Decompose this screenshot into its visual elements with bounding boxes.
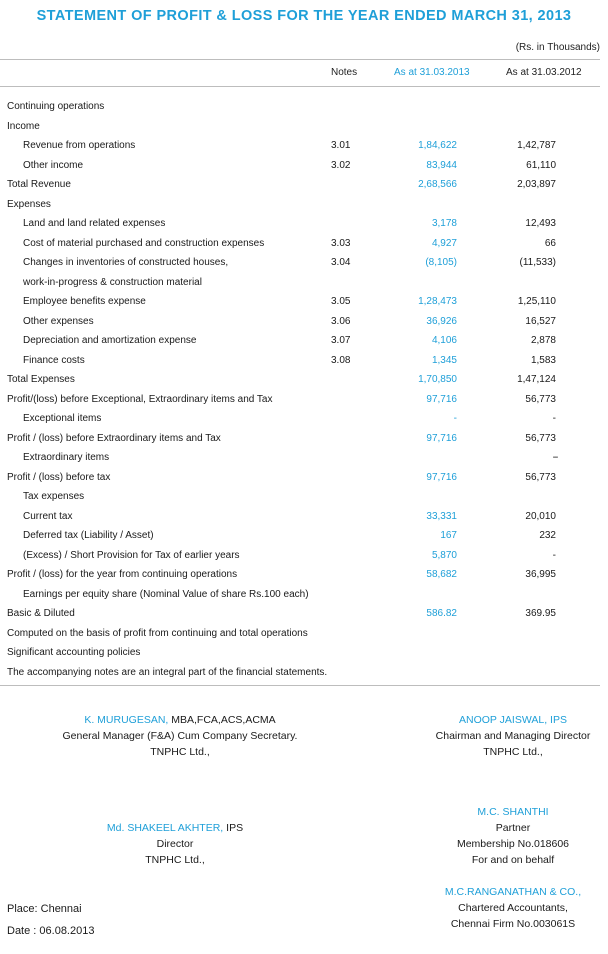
row-label: Current tax	[23, 510, 73, 522]
row-label: Deferred tax (Liability / Asset)	[23, 530, 154, 541]
table-row	[0, 292, 608, 312]
row-previous-value: 12,493	[525, 218, 556, 229]
header-top-divider	[0, 59, 600, 60]
table-row	[0, 585, 608, 605]
signatory-title: Chairman and Managing Director	[435, 730, 591, 742]
table-row	[0, 624, 608, 644]
row-label: Changes in inventories of constructed houses,	[23, 257, 229, 268]
table-row	[0, 195, 608, 215]
table-row	[0, 175, 608, 195]
signatory-behalf: For and on behalf	[471, 854, 555, 866]
row-previous-value: 1,42,787	[517, 140, 556, 151]
row-label: Income	[7, 120, 40, 132]
signatory-jaiswal	[418, 712, 608, 760]
signatory-name: ANOOP JAISWAL, IPS	[459, 714, 567, 726]
row-label: Other expenses	[23, 315, 94, 327]
row-label: Finance costs	[23, 354, 85, 366]
row-previous-value: -	[552, 413, 556, 424]
row-label: Cost of material purchased and construction expenses	[23, 237, 265, 249]
row-note: 3.02	[331, 159, 351, 171]
table-row	[0, 429, 608, 449]
signatory-org: TNPHC Ltd.,	[483, 746, 543, 758]
row-label: Revenue from operations	[23, 140, 136, 151]
table-row	[0, 487, 608, 507]
signatory-murugesan	[40, 712, 320, 760]
row-label: The accompanying notes are an integral part of the financial statements.	[7, 666, 328, 678]
table-row	[0, 643, 608, 663]
row-current-value: 97,716	[426, 393, 457, 405]
row-extra-mark: -	[555, 452, 559, 463]
row-current-value: 4,927	[431, 237, 457, 249]
row-previous-value: -	[552, 452, 556, 463]
table-row	[0, 468, 608, 488]
row-current-value: 97,716	[426, 432, 457, 444]
header-bottom-divider	[0, 86, 600, 87]
row-current-value: 5,870	[431, 549, 457, 561]
firm-number: Chennai Firm No.003061S	[450, 918, 576, 930]
row-previous-value: 20,010	[525, 510, 556, 522]
row-note: 3.07	[331, 335, 351, 346]
row-current-value: 2,68,566	[418, 179, 457, 190]
place-label: Place: Chennai	[7, 903, 82, 915]
row-current-value: -	[453, 413, 457, 424]
row-current-value: 1,84,622	[418, 140, 457, 151]
row-label: Profit / (loss) before Extraordinary items and Tax	[7, 432, 221, 444]
firm-type: Chartered Accountants,	[458, 902, 568, 914]
table-row	[0, 526, 608, 546]
signatory-title: Partner	[495, 822, 531, 834]
signatory-membership: Membership No.018606	[456, 838, 570, 850]
row-label: Employee benefits expense	[23, 296, 146, 307]
signatory-qualifications: MBA,FCA,ACS,ACMA	[168, 714, 276, 726]
row-previous-value: -	[552, 549, 556, 561]
table-row	[0, 312, 608, 332]
table-row	[0, 507, 608, 527]
row-label: Depreciation and amortization expense	[23, 335, 197, 346]
table-row	[0, 663, 608, 683]
table-row	[0, 565, 608, 585]
table-row	[0, 214, 608, 234]
row-current-value: 1,28,473	[418, 296, 457, 307]
row-label: (Excess) / Short Provision for Tax of earlier years	[23, 549, 240, 561]
row-label: Total Expenses	[7, 374, 75, 385]
row-previous-value: 1,47,124	[517, 374, 556, 385]
row-current-value: 1,345	[431, 354, 457, 366]
table-row	[0, 253, 608, 273]
row-label: Continuing operations	[7, 101, 105, 112]
table-row	[0, 117, 608, 137]
table-row	[0, 156, 608, 176]
date-label: Date : 06.08.2013	[7, 925, 95, 937]
row-current-value: 4,106	[431, 335, 457, 346]
row-note: 3.01	[331, 140, 351, 151]
row-label: Computed on the basis of profit from continuing and total operations	[7, 627, 308, 639]
row-previous-value: 232	[539, 530, 556, 541]
row-label: Extraordinary items	[23, 452, 110, 463]
row-current-value: 167	[440, 530, 457, 541]
row-label: Land and land related expenses	[23, 218, 166, 229]
row-previous-value: 36,995	[525, 569, 556, 580]
row-previous-value: 16,527	[525, 315, 556, 327]
table-row	[0, 136, 608, 156]
row-previous-value: 1,25,110	[517, 296, 556, 307]
signatory-name: K. MURUGESAN,	[84, 714, 169, 726]
row-note: 3.05	[331, 296, 351, 307]
column-header-current-year: As at 31.03.2013	[394, 67, 470, 78]
row-label: Profit / (loss) for the year from continuing operations	[7, 569, 238, 580]
row-previous-value: 56,773	[525, 471, 556, 483]
row-previous-value: 1,583	[530, 354, 556, 366]
table-bottom-divider	[0, 685, 600, 686]
row-label: Basic & Diluted	[7, 608, 75, 619]
signatory-org: TNPHC Ltd.,	[145, 854, 205, 866]
table-row	[0, 370, 608, 390]
statement-title: STATEMENT OF PROFIT & LOSS FOR THE YEAR ENDED MARCH 31, 2013	[36, 8, 572, 24]
signatory-name: M.C. SHANTHI	[477, 806, 549, 818]
row-current-value: (8,105)	[425, 257, 457, 268]
row-current-value: 58,682	[426, 569, 457, 580]
signatory-akhter	[60, 820, 290, 868]
table-row	[0, 331, 608, 351]
table-row	[0, 273, 608, 293]
signatory-qualifications: IPS	[223, 822, 244, 834]
units-label: (Rs. in Thousands)	[515, 42, 600, 53]
row-current-value: 3,178	[431, 218, 457, 229]
row-previous-value: (11,533)	[519, 257, 556, 268]
row-previous-value: 2,878	[530, 335, 556, 346]
row-current-value: 1,70,850	[418, 374, 457, 385]
row-note: 3.03	[331, 237, 351, 249]
row-previous-value: 66	[544, 237, 556, 249]
row-note: 3.06	[331, 315, 351, 327]
row-label: Profit / (loss) before tax	[7, 471, 111, 483]
row-note: 3.04	[331, 257, 351, 268]
row-current-value: 36,926	[426, 315, 457, 327]
table-row	[0, 448, 608, 468]
signatory-title: Director	[156, 838, 194, 850]
row-current-value: 586.82	[426, 608, 457, 619]
row-current-value: 83,944	[426, 159, 457, 171]
table-row	[0, 604, 608, 624]
row-note: 3.08	[331, 354, 351, 366]
row-label: Profit/(loss) before Exceptional, Extraordinary items and Tax	[7, 393, 273, 405]
table-row	[0, 546, 608, 566]
row-current-value: 97,716	[426, 471, 457, 483]
signatory-title: General Manager (F&A) Cum Company Secretary.	[62, 730, 298, 742]
table-row	[0, 390, 608, 410]
row-previous-value: 56,773	[525, 393, 556, 405]
signatory-firm	[418, 884, 608, 932]
firm-name: M.C.RANGANATHAN & CO.,	[444, 886, 582, 898]
row-label: Significant accounting policies	[7, 647, 141, 658]
table-row	[0, 234, 608, 254]
row-label: Other income	[23, 159, 84, 171]
column-header-notes: Notes	[331, 67, 358, 78]
column-header-previous-year: As at 31.03.2012	[506, 67, 582, 78]
row-previous-value: 56,773	[525, 432, 556, 444]
row-previous-value: 369.95	[525, 608, 556, 619]
row-previous-value: 61,110	[526, 159, 556, 171]
row-label: work-in-progress & construction material	[23, 276, 202, 288]
row-previous-value: 2,03,897	[517, 179, 556, 190]
signatory-org: TNPHC Ltd.,	[150, 746, 210, 758]
row-label: Total Revenue	[7, 179, 71, 190]
row-label: Earnings per equity share (Nominal Value of share Rs.100 each)	[23, 588, 309, 600]
row-label: Tax expenses	[23, 491, 85, 502]
table-row	[0, 97, 608, 117]
table-row	[0, 409, 608, 429]
row-current-value: 33,331	[426, 510, 457, 522]
statement-table	[0, 97, 608, 682]
table-row	[0, 351, 608, 371]
signatory-name: Md. SHAKEEL AKHTER,	[106, 822, 224, 834]
signatory-shanthi	[418, 804, 608, 868]
row-label: Expenses	[7, 198, 51, 210]
row-label: Exceptional items	[23, 413, 102, 424]
